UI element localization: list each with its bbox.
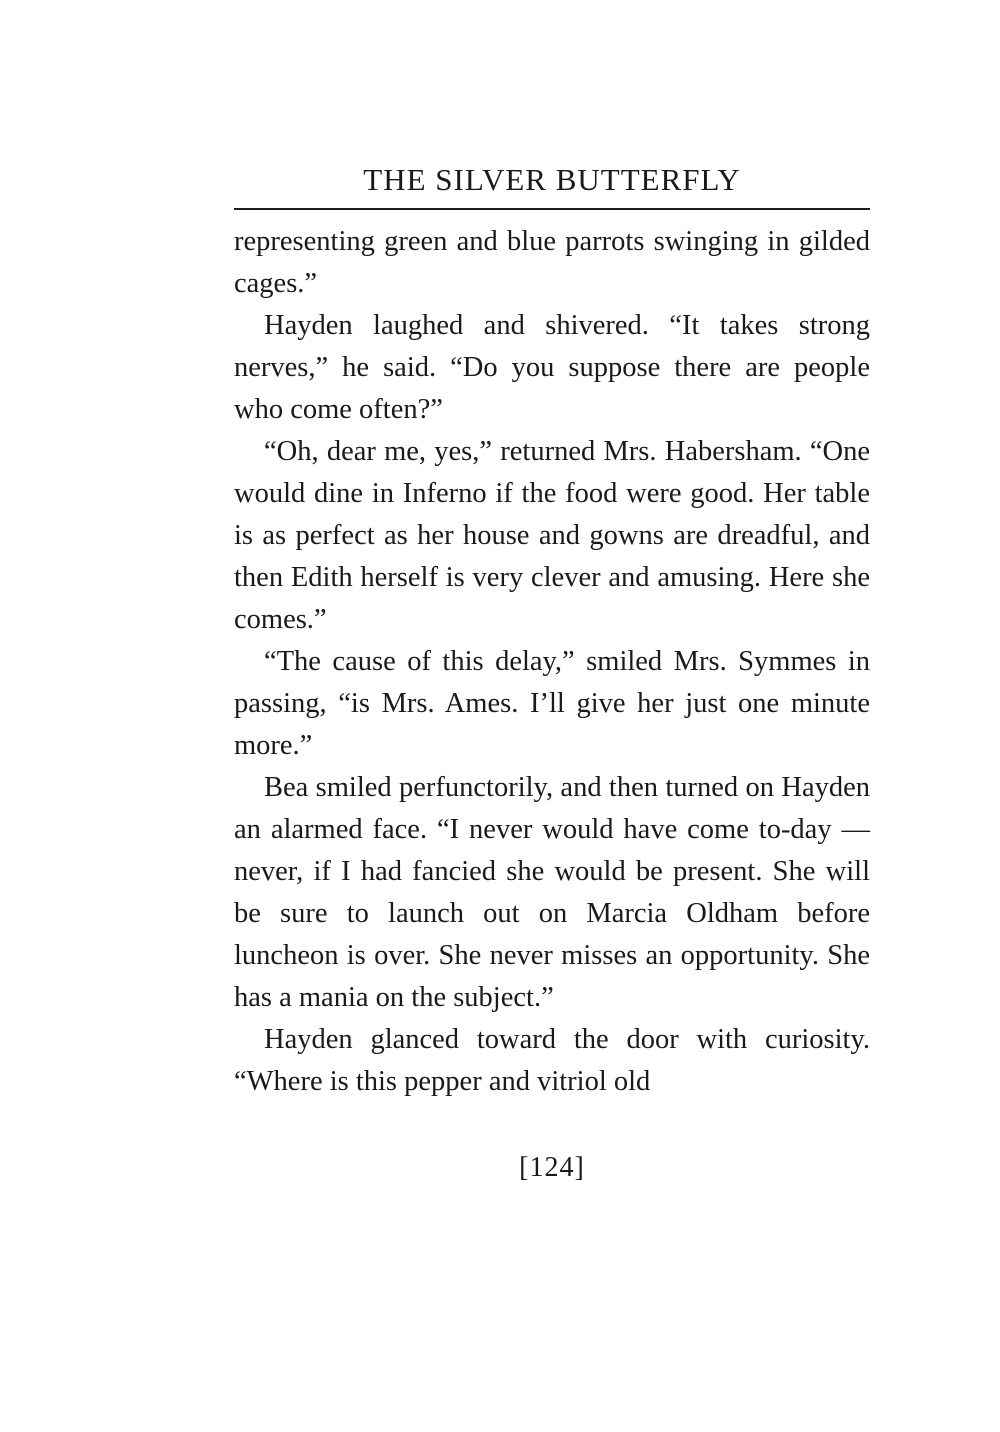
paragraph: Hayden glanced toward the door with curiosity. “Where is this pepper and vitriol old	[234, 1024, 870, 1097]
paragraph: “Oh, dear me, yes,” returned Mrs. Habersham. “One would dine in Inferno if the food were good. Her table is as perfect as her house and gowns are dreadful, and then Edith herself is very clever and amusing. Here she comes.”	[234, 436, 870, 635]
running-title: THE SILVER BUTTERFLY	[363, 162, 741, 197]
body-text	[234, 221, 870, 1103]
paragraph: “The cause of this delay,” smiled Mrs. Symmes in passing, “is Mrs. Ames. I’ll give her just one minute more.”	[234, 646, 870, 761]
header-rule	[234, 208, 870, 210]
page-number: [124]	[519, 1152, 585, 1183]
paragraph: Hayden laughed and shivered. “It takes strong nerves,” he said. “Do you suppose there are people who come often?”	[234, 310, 870, 425]
paragraph: Bea smiled perfunctorily, and then turned on Hayden an alarmed face. “I never would have come to-day — never, if I had fancied she would be present. She will be sure to launch out on Marcia Oldham before luncheon is over. She never misses an opportunity. She has a mania on the subject.”	[234, 772, 870, 1013]
paragraph: representing green and blue parrots swinging in gilded cages.”	[234, 226, 870, 299]
